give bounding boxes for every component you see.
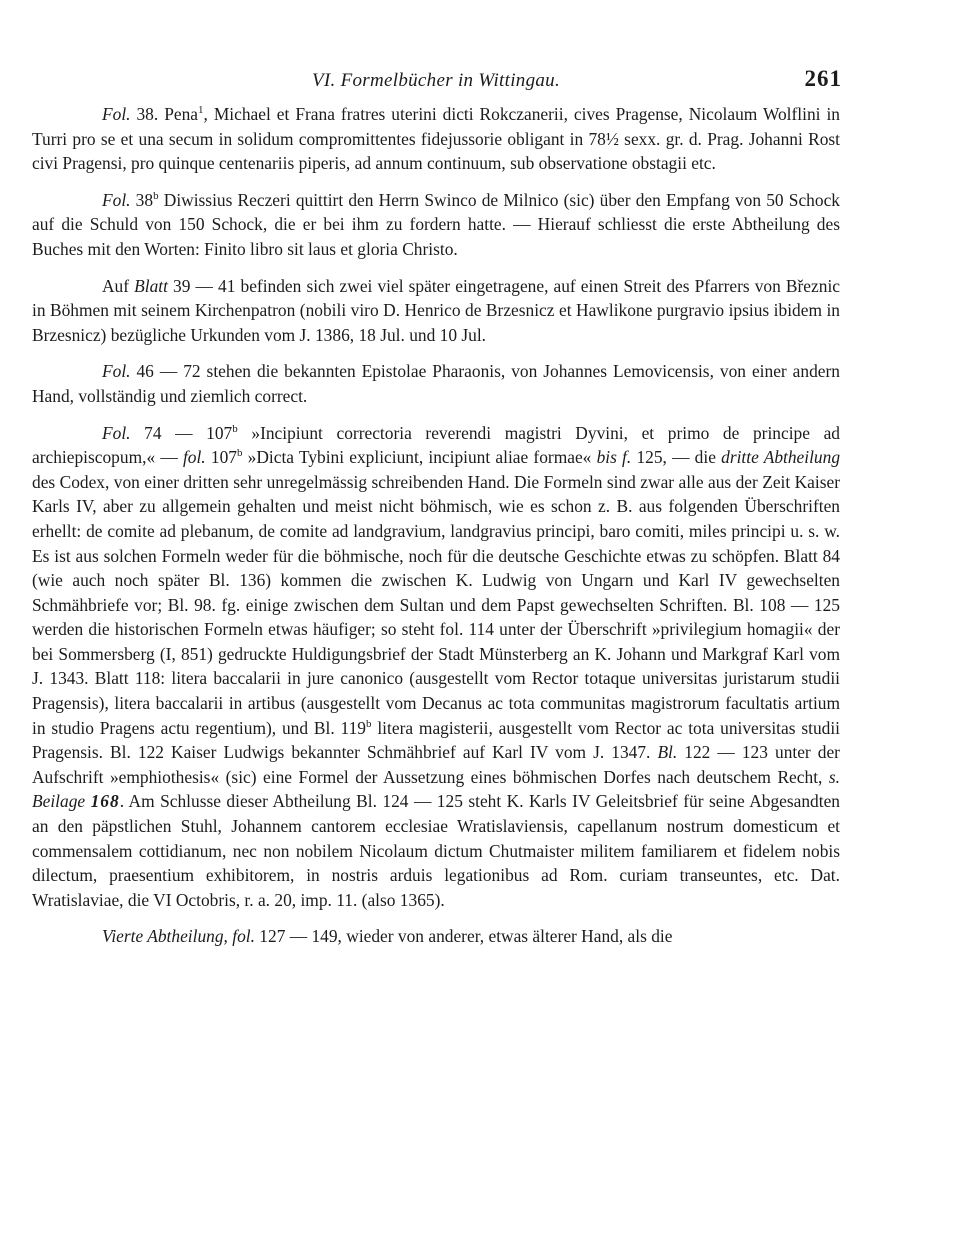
text-run: 125, — die: [631, 447, 722, 468]
italic-text: Fol.: [102, 104, 131, 124]
italic-text: s. Beilage: [32, 766, 840, 812]
running-title: VI. Formelbücher in Wittingau.: [311, 70, 561, 91]
paragraph: [32, 188, 840, 262]
document-page: [32, 60, 840, 949]
italic-text: bis f.: [596, 447, 632, 468]
superscript: b: [153, 189, 159, 202]
text-run: 38: [130, 189, 154, 210]
superscript: b: [232, 422, 238, 435]
superscript: 1: [198, 104, 204, 116]
superscript: b: [236, 447, 243, 460]
paragraph: [32, 359, 840, 408]
text-run: Auf: [102, 275, 135, 296]
italic-text: Blatt: [134, 275, 168, 296]
text-run: , Michael et Frana fratres uterini dicti Rokczanerii, cives Pragense, Nicolaum Wolflini in Turri pro se et una secum in solidum compromittentes fidejussorie obligant in 78½ sexx. gr. d. Prag. Johanni Rost civi Pragensi, pro quinque centenariis piperis, ad annum continuum, sub observatione obstagii etc.: [32, 104, 840, 174]
text-run: 107: [205, 447, 237, 468]
text-run: des Codex, von einer dritten sehr unregelmässig schreibenden Hand. Die Formeln sind zwar alle aus der Zeit Kaiser Karls IV, aber zu allgemein gehalten und meist nicht böhmisch, wie es schon z. B. aus folgenden Überschriften erhellt: de comite ad plebanum, de comite ad landgravium, landgravius principi, baro comiti, miles principi u. s. w. Es ist aus solchen Formeln weder für die böhmische, noch für die deutsche Geschichte etwas zu schöpfen. Blatt 84 (wie auch noch später Bl. 136) kommen die zwischen K. Ludwig von Ungarn und Karl IV gewechselten Schmähbriefe vor; Bl. 98. fg. einige zwischen dem Sultan und dem Papst gewechselten Schriften. Bl. 108 — 125 werden die historischen Formeln etwas häufiger; so steht fol. 114 unter der Überschrift »privilegium homagii« der bei Sommersberg (I, 851) gedruckte Huldigungsbrief der Stadt Münsterberg an K. Johann und Markgraf Karl vom J. 1343. Blatt 118: litera baccalarii in jure canonico (ausgestellt vom Rector totaque universitas juristarum studii Pragensis), litera baccalarii in artibus (ausgestellt vom Decanus ac tota communitas magistrorum facultatis artium in studio Pragens actu regentium), und Bl. 119: [32, 471, 840, 738]
italic-text: Fol.: [102, 422, 131, 443]
page-number: 261: [804, 66, 842, 91]
text-run: litera magisterii, ausgestellt vom Rector ac tota universitas studii Pragensis. Bl. 122 Kaiser Ludwigs bekannter Schmähbrief auf Karl IV vom J. 1347.: [32, 717, 840, 763]
paragraph: [32, 924, 840, 949]
text-run: 122 — 123 unter der Aufschrift »emphiothesis« (sic) eine Formel der Aussetzung eines böhmischen Dorfes nach deutschem Recht,: [32, 742, 840, 787]
paragraph: [32, 274, 840, 348]
text-run: 38. Pena: [130, 104, 199, 124]
italic-text: Vierte Abtheilung, fol.: [102, 926, 255, 947]
bold-reference: 168: [90, 791, 120, 812]
text-run: 39 — 41 befinden sich zwei viel später eingetragene, auf einen Streit des Pfarrers von Březnic in Böhmen mit seinem Kirchenpatron (nobili viro D. Henrico de Brzesnicz et Hawlikone purgravio ipsius ibidem in Brzesnicz) bezügliche Urkunden vom J. 1386, 18 Jul. und 10 Jul.: [32, 275, 840, 345]
body-text: [32, 102, 840, 949]
running-head: [32, 60, 840, 100]
italic-text: Fol.: [102, 189, 131, 210]
text-run: . Am Schlusse dieser Abtheilung Bl. 124 — 125 steht K. Karls IV Geleitsbrief für seine Abgesandten an den päpstlichen Stuhl, Johannem cantorem ecclesiae Wratislaviensis, capellanum nostrum domesticum et commensalem cottidianum, nec non nobilem Nicolaum dictum Chutmaister militem familiarem et fidelem nobis dilectum, praesentium exhibitorem, in nostris arduis legationibus ad Rom. curiam transeuntes, etc. Dat. Wratislaviae, die VI Octobris, r. a. 20, imp. 11. (also 1365).: [32, 791, 840, 910]
superscript: b: [366, 717, 372, 730]
text-run: »Incipiunt correctoria reverendi magistri Dyvini, et primo de principe ad archiepiscopum,« —: [32, 422, 840, 468]
text-run: 127 — 149, wieder von anderer, etwas älterer Hand, als die: [254, 926, 673, 947]
text-run: Diwissius Reczeri quittirt den Herrn Swinco de Milnico (sic) über den Empfang von 50 Schock auf die Schuld von 150 Schock, die er bei ihm zu fordern hatte. — Hierauf schliesst die erste Abtheilung des Buches mit den Worten: Finito libro sit laus et gloria Christo.: [32, 189, 840, 259]
text-run: 46 — 72 stehen die bekannten Epistolae Pharaonis, von Johannes Lemovicensis, von einer andern Hand, vollständig und ziemlich correct.: [32, 361, 840, 406]
italic-text: dritte Abtheilung: [721, 447, 841, 468]
italic-text: Fol.: [102, 361, 131, 382]
italic-text: Bl.: [657, 742, 678, 763]
paragraph: [32, 102, 840, 176]
paragraph: [32, 421, 840, 913]
text-run: 74 — 107: [130, 422, 233, 443]
italic-text: fol.: [182, 447, 206, 468]
text-run: »Dicta Tybini expliciunt, incipiunt aliae formae«: [242, 447, 597, 468]
